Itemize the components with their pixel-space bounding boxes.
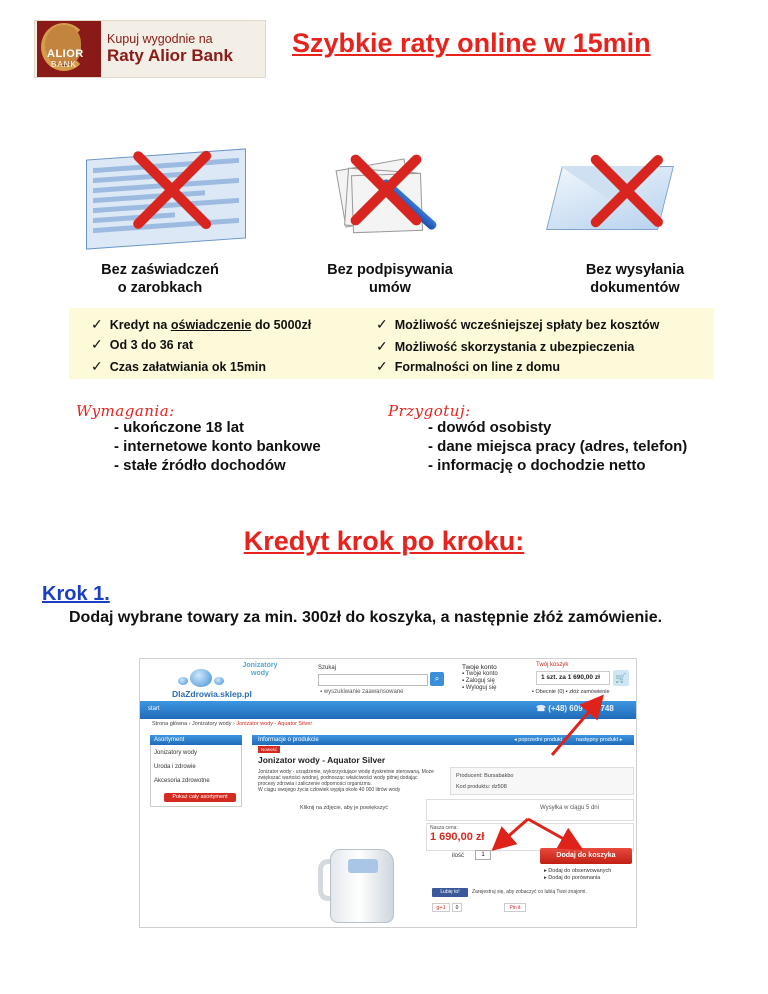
benefit-early-repayment: ✓ Możliwość wcześniejszej spłaty bez kosztów [376,316,660,332]
add-to-watchlist-link[interactable]: ▸ Dodaj do obserwowanych [544,868,612,874]
zoom-hint: Kliknij na zdjęcie, aby je powiększyć [300,805,389,811]
benefit-online-formalities: ✓ Formalności on line z domu [376,358,561,374]
prepare-item: - dowód osobisty [428,419,552,436]
facebook-like-button[interactable]: Lubię to! [432,888,468,897]
producer: Producent: Bursabakbo [456,773,514,779]
product-title: Jonizator wody - Aquator Silver [258,755,386,765]
requirement-item: - internetowe konto bankowe [114,438,321,455]
availability: Wysyłka w ciągu 5 dni [540,805,599,811]
check-icon: ✓ [91,316,103,332]
benefit-insurance: ✓ Możliwość skorzystania z ubezpieczenia [376,338,635,354]
add-to-cart-button[interactable]: Dodaj do koszyka [540,848,632,864]
logout-link[interactable]: ▪ Wyloguj się [462,685,497,691]
feature-caption-signing: Bez podpisywania umów [327,262,453,297]
account-title: Twoje konto [462,664,497,671]
benefit-statement-credit: ✓ Kredyt na oświadczenie do 5000zł [91,316,312,332]
step-1-description: Dodaj wybrane towary za min. 300zł do koszyka, a następnie złóż zamówienie. [69,609,663,626]
sidebar-item-ionizers[interactable]: Jonizatory wody [154,750,198,756]
add-to-compare-link[interactable]: ▸ Dodaj do porównania [544,875,601,881]
next-product-link[interactable]: następny produkt ▸ [576,737,623,743]
statement-link: oświadczenie [170,318,252,332]
prepare-list [428,418,687,475]
cart-icon[interactable]: 🛒 [613,670,629,686]
shop-screenshot [139,658,637,928]
shop-brand[interactable]: DlaZdrowia.sklep.pl [172,689,252,699]
google-plus-count: 0 [452,903,462,912]
benefit-installments: ✓ Od 3 do 36 rat [91,336,194,352]
check-icon: ✓ [376,316,388,332]
prev-product-link[interactable]: ◂ poprzedni produkt [514,737,563,743]
main-title: Szybkie raty online w 15min [292,28,651,58]
banner-line-1: Kupuj wygodnie na [107,32,213,46]
product-code: Kod produktu: dz508 [456,784,507,790]
quantity-label: ilość [452,853,465,859]
price-label: Nasza cena: [430,825,458,831]
feature-caption-sending: Bez wysyłania dokumentów [585,262,685,297]
sidebar-item-accessories[interactable]: Akcesoria zdrowotne [154,778,210,784]
check-icon: ✓ [376,338,388,354]
check-icon: ✓ [91,336,103,352]
feature-caption-certificates: Bez zaświadczeń o zarobkach [101,262,219,297]
requirement-item: - stałe źródło dochodów [114,457,286,474]
facebook-hint: Zarejestruj się, aby zobaczyć co lubią Twoi znajomi. [472,889,587,895]
prepare-title: Przygotuj: [388,402,471,420]
requirements-list [114,418,321,475]
prepare-item: - informację o dochodzie netto [428,457,646,474]
logo-bank-text: BANK [51,60,77,69]
login-link[interactable]: ▪ Zaloguj się [462,678,495,684]
cart-summary[interactable]: 1 szt. za 1 690,00 zł [536,671,610,685]
cross-mark-1 [128,146,216,234]
product-description: Jonizator wody - urządzenie, wykorzystujące wodę dyskretnie sterowaną. Może zwiększać wartości wodnej, podnosząc właściwości wody pitnej dodając procesy zdrowia i zaliczenie odporności organizmu. W ciągu swojego życia człowiek wypija około 40 000 litrów wody [258,769,434,793]
steps-title: Kredyt krok po kroku: [243,526,525,556]
shop-brand-tag: Jonizatory wody [242,662,278,677]
benefit-processing-time: ✓ Czas załatwiania ok 15min [91,358,267,374]
alior-bank-banner[interactable] [34,20,266,78]
search-label: Szukaj [318,665,337,671]
cart-links[interactable]: ▪ Obecnie (0) ▪ złóż zamówienie [532,689,610,695]
prepare-item: - dane miejsca pracy (adres, telefon) [428,438,688,455]
advanced-search-link[interactable]: ▪ wyszukiwanie zaawansowane [320,689,404,695]
check-icon: ✓ [376,358,388,374]
search-icon[interactable]: ⌕ [430,672,444,686]
alior-bank-logo [37,21,101,77]
new-badge: Nowość [258,746,280,753]
tab-product-info[interactable]: Informacje o produkcie [258,737,319,743]
google-plus-button[interactable]: g+1 [432,903,450,912]
pinterest-button[interactable]: Pin it [504,903,526,912]
banner-line-2: Raty Alior Bank [107,46,233,65]
check-icon: ✓ [91,358,103,374]
sidebar-title: Asortyment [150,735,242,745]
sidebar-item-beauty[interactable]: Uroda i zdrowie [154,764,196,770]
step-1-label[interactable]: Krok 1. [42,583,110,605]
quantity-input[interactable]: 1 [475,850,491,860]
logo-alior-text: ALIOR [47,48,84,60]
shop-phone: ☎ (+48) 609 502 748 [536,704,614,713]
annotation-arrows [140,659,637,928]
show-all-button[interactable]: Pokaż cały asortyment [164,793,236,802]
account-link[interactable]: ▪ Twoje konto [462,671,498,677]
requirement-item: - ukończone 18 lat [114,419,245,436]
nav-home-link[interactable]: start [148,706,160,712]
breadcrumb: Strona główna › Jonizatory wody › Jonizator wody - Aquator Silver [152,721,313,727]
product-price: 1 690,00 zł [430,831,485,843]
cross-mark-3 [586,150,668,232]
requirements-title: Wymagania: [76,402,175,420]
cross-mark-2 [346,150,426,230]
cart-title: Twój koszyk [536,662,569,668]
